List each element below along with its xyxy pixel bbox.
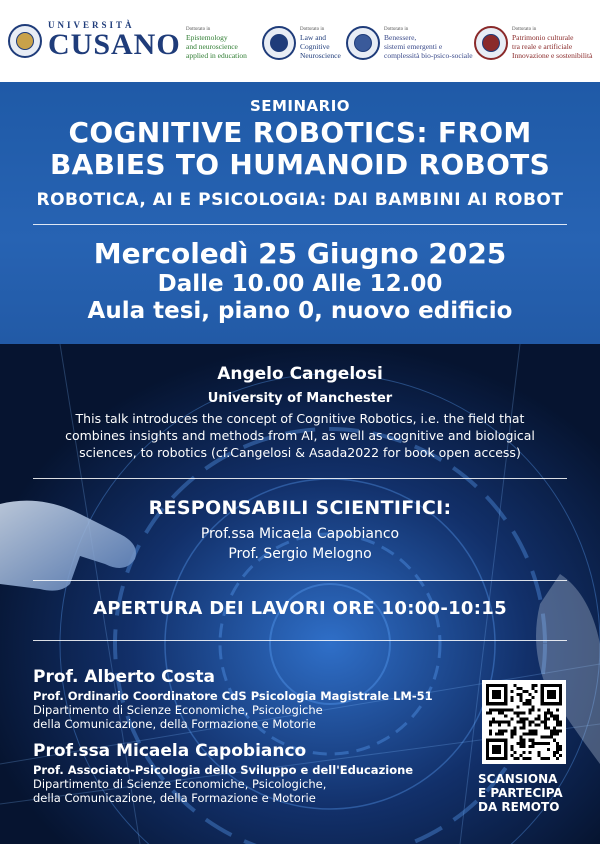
presenter-1 <box>33 667 463 731</box>
event-title-line1: COGNITIVE ROBOTICS: FROM <box>68 116 532 149</box>
doctorate-1 <box>186 26 247 60</box>
university-seal-icon <box>8 24 42 58</box>
doctorate-2 <box>300 26 341 60</box>
university-wordmark <box>48 20 181 60</box>
event-subtitle: ROBOTICA, AI E PSICOLOGIA: DAI BAMBINI AI ROBOT <box>36 190 564 210</box>
qr-pattern-icon <box>486 684 562 760</box>
abstract-line1: This talk introduces the concept of Cognitive Robotics, i.e. the field that <box>75 411 525 426</box>
doctorate-2-line1: Law and <box>300 33 327 42</box>
event-title <box>0 117 600 181</box>
qr-caption-line1: SCANSIONA <box>478 772 558 786</box>
doctorate-1-line3: applied in education <box>186 51 247 60</box>
event-time: Dalle 10.00 Alle 12.00 <box>157 271 443 297</box>
presenter-1-dept-line2: della Comunicazione, della Formazione e Motorie <box>33 717 316 731</box>
divider-4 <box>33 640 567 641</box>
university-label-small: UNIVERSITÀ <box>48 20 135 30</box>
doctorate-2-prefix: Dottorato in <box>300 27 325 32</box>
qr-caption-line3: DA REMOTO <box>478 800 560 814</box>
divider-3 <box>33 580 567 581</box>
speaker-affiliation: University of Manchester <box>207 391 393 406</box>
doctorate-1-prefix: Dottorato in <box>186 27 211 32</box>
doctorate-4-line3: Innovazione e sostenibilità <box>512 51 593 60</box>
presenter-2-role: Prof. Associato-Psicologia dello Sviluppo e dell'Educazione <box>33 763 414 777</box>
responsabili-heading: RESPONSABILI SCIENTIFICI: <box>148 497 452 519</box>
doctorate-4-line2: tra reale e artificiale <box>512 42 573 51</box>
doctorate-4 <box>512 26 592 60</box>
doctorate-3-line1: Benessere, <box>384 33 417 42</box>
speaker-name: Angelo Cangelosi <box>217 364 383 384</box>
divider-2 <box>33 478 567 479</box>
event-place: Aula tesi, piano 0, nuovo edificio <box>87 298 513 324</box>
responsabile-2: Prof. Sergio Melogno <box>228 546 372 562</box>
doctorate-2-seal-icon <box>262 26 296 60</box>
event-kind: SEMINARIO <box>249 97 351 115</box>
doctorate-3-line2: sistemi emergenti e <box>384 42 443 51</box>
doctorate-1-line1: Epistemology <box>186 33 228 42</box>
doctorate-4-seal-icon <box>474 26 508 60</box>
doctorate-4-prefix: Dottorato in <box>512 27 537 32</box>
doctorate-3-prefix: Dottorato in <box>384 27 409 32</box>
doctorate-3-seal-icon <box>346 26 380 60</box>
doctorate-3 <box>384 26 473 60</box>
presenter-2-dept-line2: della Comunicazione, della Formazione e Motorie <box>33 791 316 805</box>
doctorate-2-line2: Cognitive <box>300 42 330 51</box>
qr-caption <box>478 772 578 814</box>
remote-join-qr-code[interactable] <box>482 680 566 764</box>
doctorate-3-line3: complessità bio-psico-sociale <box>384 51 473 60</box>
opening-time: APERTURA DEI LAVORI ORE 10:00-10:15 <box>93 598 507 619</box>
event-title-line2: BABIES TO HUMANOID ROBOTS <box>49 148 551 181</box>
presenter-1-dept-line1: Dipartimento di Scienze Economiche, Psicologiche <box>33 703 323 717</box>
header-logos <box>0 0 600 82</box>
doctorate-4-line1: Patrimonio culturale <box>512 33 574 42</box>
responsabile-1: Prof.ssa Micaela Capobianco <box>200 526 400 542</box>
university-label-big: CUSANO <box>48 28 181 61</box>
abstract-line3: sciences, to robotics (cf.Cangelosi & Asada2022 for book open access) <box>79 445 521 460</box>
abstract-line2: combines insights and methods from AI, as well as cognitive and biological <box>65 428 535 443</box>
presenter-2 <box>33 741 463 805</box>
talk-abstract <box>0 410 600 461</box>
doctorate-2-line3: Neuroscience <box>300 51 341 60</box>
event-date: Mercoledì 25 Giugno 2025 <box>93 237 507 270</box>
presenter-1-name: Prof. Alberto Costa <box>33 667 216 687</box>
presenter-2-name: Prof.ssa Micaela Capobianco <box>33 741 307 761</box>
presenter-1-role: Prof. Ordinario Coordinatore CdS Psicologia Magistrale LM-51 <box>33 689 433 703</box>
qr-caption-line2: E PARTECIPA <box>478 786 563 800</box>
presenter-2-dept-line1: Dipartimento di Scienze Economiche, Psicologiche, <box>33 777 327 791</box>
doctorate-1-line2: and neuroscience <box>186 42 238 51</box>
divider-1 <box>33 224 567 225</box>
